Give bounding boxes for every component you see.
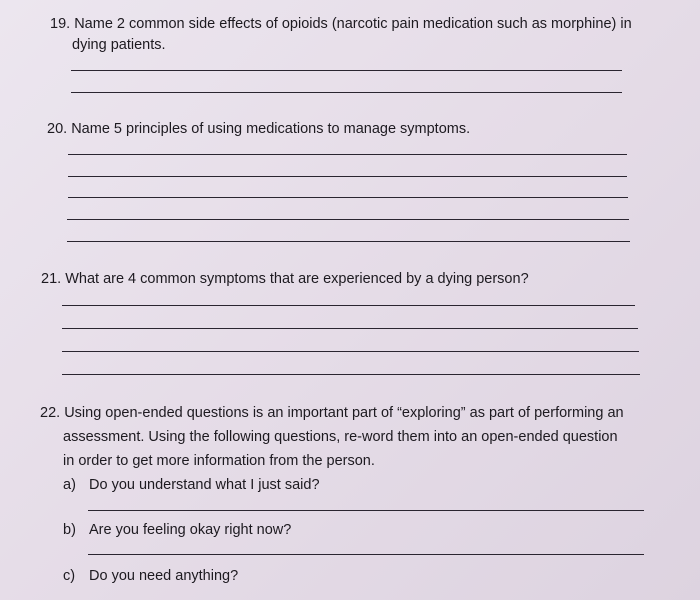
q21-answer-line[interactable] [62, 328, 638, 329]
q22-sub-a [63, 475, 320, 495]
q22-sub-b [63, 520, 291, 540]
q21-number: 21. [41, 271, 62, 287]
q20-answer-line[interactable] [68, 197, 628, 198]
q20-answer-line[interactable] [67, 241, 630, 242]
q22-sub-c-text: Do you need anything? [89, 568, 239, 584]
q22-text-2: assessment. Using the following questions, re-word them into an open-ended question [63, 429, 618, 445]
q19-number: 19. [50, 16, 71, 32]
q22-sub-c-label: c) [63, 568, 76, 584]
q19-text-1: Name 2 common side effects of opioids (narcotic pain medication such as morphine) in [74, 16, 632, 32]
q21-line [41, 269, 529, 289]
q22-sub-b-label: b) [63, 522, 76, 538]
q20-number: 20. [47, 121, 68, 137]
q19-answer-line[interactable] [71, 92, 622, 93]
q22-number: 22. [40, 405, 61, 421]
q19-line-1 [50, 14, 632, 34]
q22-sub-b-answer-line[interactable] [88, 554, 644, 555]
q21-answer-line[interactable] [62, 374, 640, 375]
q20-answer-line[interactable] [68, 176, 627, 177]
q22-sub-b-text: Are you feeling okay right now? [89, 522, 292, 538]
q21-text: What are 4 common symptoms that are experienced by a dying person? [65, 271, 529, 287]
q22-text-3: in order to get more information from the person. [63, 453, 375, 469]
q22-sub-c [63, 566, 238, 586]
q21-answer-line[interactable] [62, 305, 635, 306]
q20-text: Name 5 principles of using medications to manage symptoms. [71, 121, 471, 137]
q21-answer-line[interactable] [62, 351, 639, 352]
q22-text-1: Using open-ended questions is an important part of “exploring” as part of performing an [64, 405, 624, 421]
q22-line-1 [40, 403, 624, 423]
q20-line [47, 119, 470, 139]
q22-sub-a-text: Do you understand what I just said? [89, 477, 320, 493]
q20-answer-line[interactable] [68, 154, 627, 155]
q19-text-2: dying patients. [72, 37, 166, 53]
q22-sub-a-label: a) [63, 477, 76, 493]
q22-sub-a-answer-line[interactable] [88, 510, 644, 511]
q19-answer-line[interactable] [71, 70, 622, 71]
q20-answer-line[interactable] [67, 219, 629, 220]
